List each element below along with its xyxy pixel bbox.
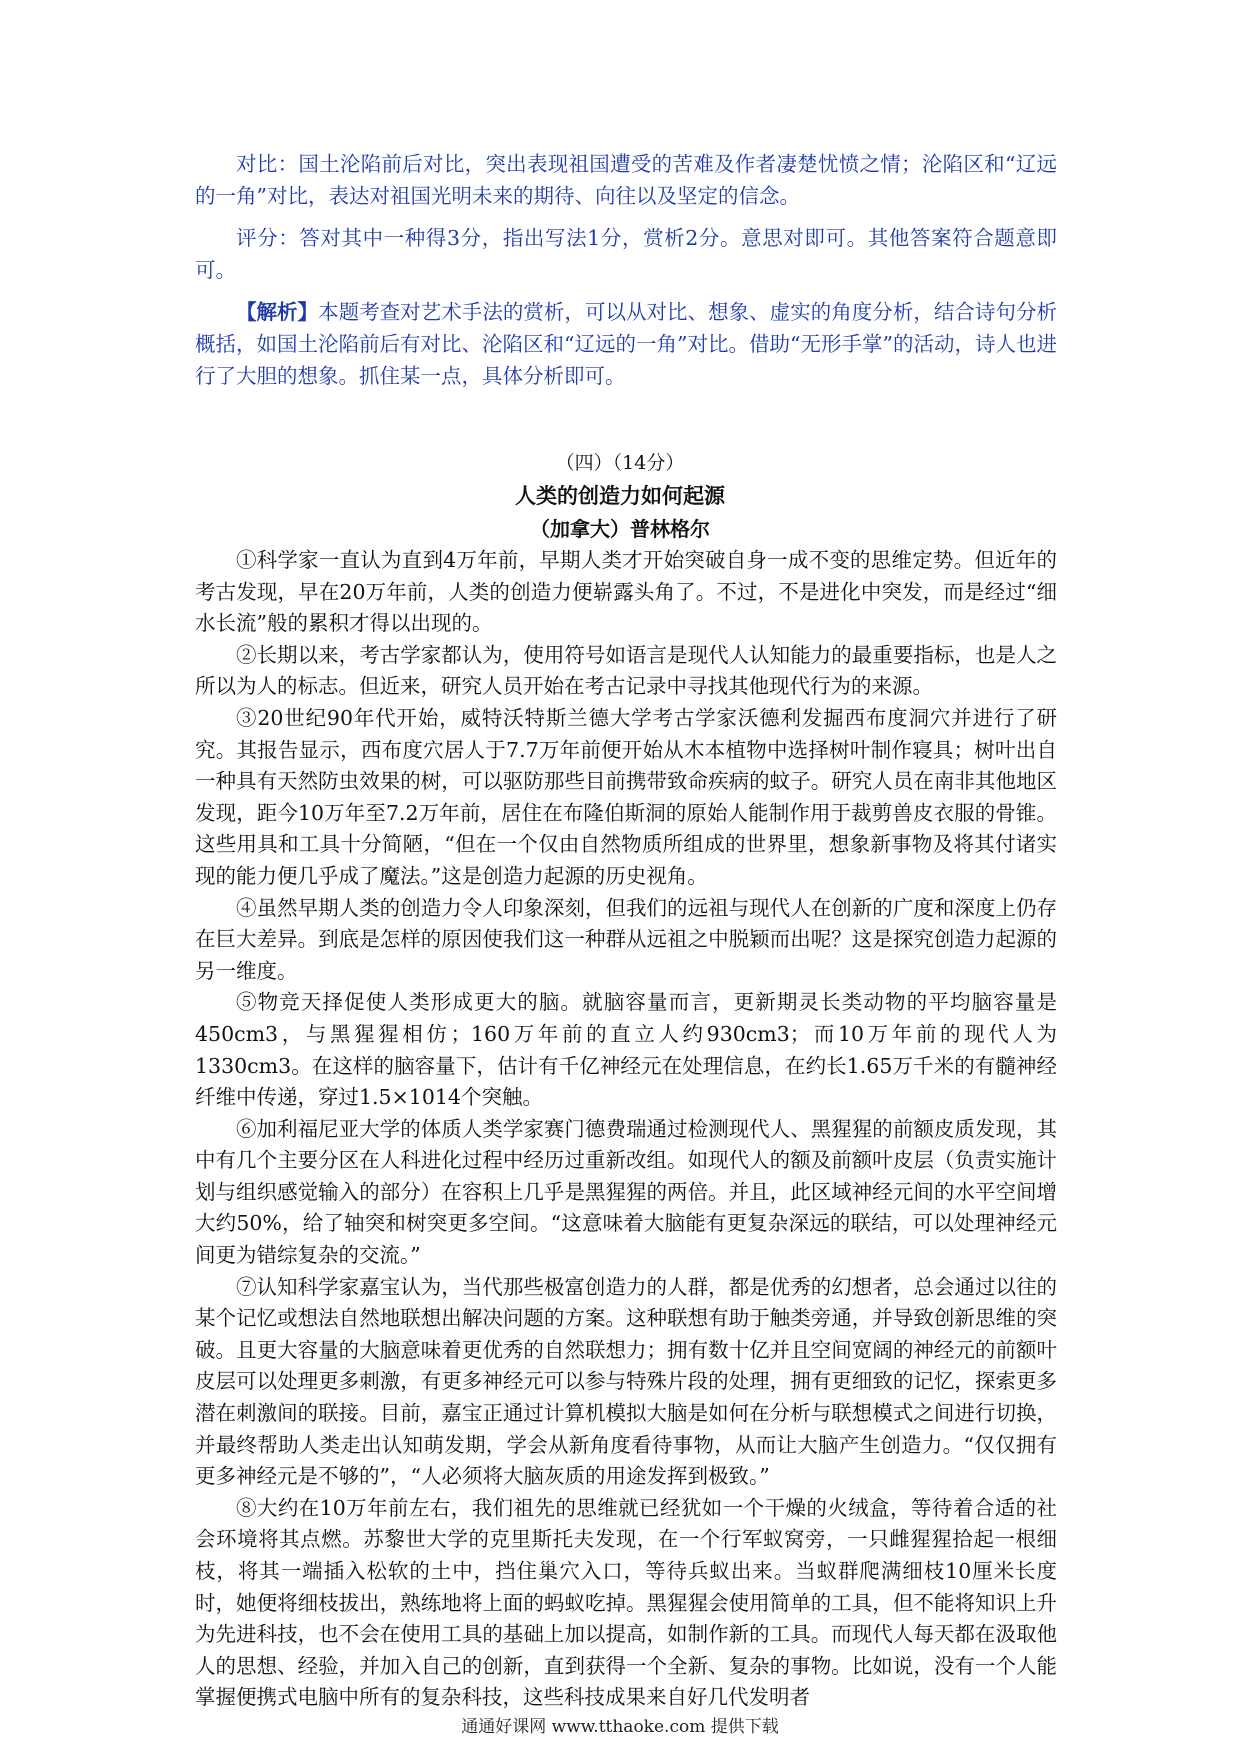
paragraph-4: ④虽然早期人类的创造力令人印象深刻，但我们的远祖与现代人在创新的广度和深度上仍存在巨大差异。到底是怎样的原因使我们这一种群从远祖之中脱颖而出呢？这是探究创造力起源的另一维度。 <box>195 895 1057 983</box>
paragraph-1: ①科学家一直认为直到4万年前，早期人类才开始突破自身一成不变的思维定势。但近年的考古发现，早在20万年前，人类的创造力便崭露头角了。不过，不是进化中突发，而是经过“细水长流”般的累积才得以出现的。 <box>195 548 1057 636</box>
paragraph-3: ③20世纪90年代开始，威特沃特斯兰德大学考古学家沃德利发掘西布度洞穴并进行了研究。其报告显示，西布度穴居人于7.7万年前便开始从木本植物中选择树叶制作寝具；树叶出自一种具有天然防虫效果的树，可以驱防那些目前携带致命疾病的蚊子。研究人员在南非其他地区发现，距今10万年至7.2万年前，居住在布隆伯斯洞的原始人能制作用于裁剪兽皮衣服的骨锥。这些用具和工具十分简陋，“但在一个仅由自然物质所组成的世界里，想象新事物及将其付诸实现的能力便几乎成了魔法。”这是创造力起源的历史视角。 <box>195 705 1057 888</box>
answer-scoring: 评分：答对其中一种得3分，指出写法1分，赏析2分。意思对即可。其他答案符合题意即可。 <box>195 226 1057 282</box>
answer-block <box>195 148 1057 402</box>
page-footer: 通通好课网 www.tthaoke.com 提供下载 <box>461 1717 779 1737</box>
article-author: （加拿大）普林格尔 <box>530 517 710 541</box>
paragraph-5: ⑤物竞天择促使人类形成更大的脑。就脑容量而言，更新期灵长类动物的平均脑容量是450cm3，与黑猩猩相仿；160万年前的直立人约930cm3；而10万年前的现代人为1330cm3。在这样的脑容量下，估计有千亿神经元在处理信息，在约长1.65万千米的有髓神经纤维中传递，穿过1.5×1014个突触。 <box>195 990 1057 1110</box>
paragraph-6: ⑥加利福尼亚大学的体质人类学家赛门德费瑞通过检测现代人、黑猩猩的前额皮质发现，其中有几个主要分区在人科进化过程中经历过重新改组。如现代人的额及前额叶皮层（负责实施计划与组织感觉输入的部分）在容积上几乎是黑猩猩的两倍。并且，此区域神经元间的水平空间增大约50%，给了轴突和树突更多空间。“这意味着大脑能有更复杂深远的联结，可以处理神经元间更为错综复杂的交流。” <box>195 1116 1057 1268</box>
answer-analysis <box>195 296 1057 392</box>
paragraph-2: ②长期以来，考古学家都认为，使用符号如语言是现代人认知能力的最重要指标，也是人之所以为人的标志。但近来，研究人员开始在考古记录中寻找其他现代行为的来源。 <box>195 642 1057 699</box>
article-title: 人类的创造力如何起源 <box>515 483 725 508</box>
analysis-text: 本题考查对艺术手法的赏析，可以从对比、想象、虚实的角度分析，结合诗句分析概括，如国土沦陷前后有对比、沦陷区和“辽远的一角”对比。借助“无形手掌”的活动，诗人也进行了大胆的想象。抓住某一点，具体分析即可。 <box>195 300 1058 388</box>
analysis-label: 【解析】 <box>236 300 319 324</box>
article-body <box>195 545 1057 1714</box>
paragraph-8: ⑧大约在10万年前左右，我们祖先的思维就已经犹如一个干燥的火绒盒，等待着合适的社会环境将其点燃。苏黎世大学的克里斯托夫发现，在一个行军蚁窝旁，一只雌猩猩拾起一根细枝，将其一端插入松软的土中，挡住巢穴入口，等待兵蚁出来。当蚁群爬满细枝10厘米长度时，她便将细枝拔出，熟练地将上面的蚂蚁吃掉。黑猩猩会使用简单的工具，但不能将知识上升为先进科技，也不会在使用工具的基础上加以提高，如制作新的工具。而现代人每天都在汲取他人的思想、经验，并加入自己的创新，直到获得一个全新、复杂的事物。比如说，没有一个人能掌握便携式电脑中所有的复杂科技，这些科技成果来自好几代发明者 <box>195 1495 1057 1710</box>
paragraph-7: ⑦认知科学家嘉宝认为，当代那些极富创造力的人群，都是优秀的幻想者，总会通过以往的某个记忆或想法自然地联想出解决问题的方案。这种联想有助于触类旁通，并导致创新思维的突破。且更大容量的大脑意味着更优秀的自然联想力；拥有数十亿并且空间宽阔的神经元的前额叶皮层可以处理更多刺激，有更多神经元可以参与特殊片段的处理，拥有更细致的记忆，探索更多潜在刺激间的联接。目前，嘉宝正通过计算机模拟大脑是如何在分析与联想模式之间进行切换，并最终帮助人类走出认知萌发期，学会从新角度看待事物，从而让大脑产生创造力。“仅仅拥有更多神经元是不够的”，“人必须将大脑灰质的用途发挥到极致。” <box>195 1274 1057 1489</box>
section-heading: （四）（14分） <box>555 452 685 474</box>
answer-contrast: 对比：国土沦陷前后对比，突出表现祖国遭受的苦难及作者凄楚忧愤之情；沦陷区和“辽远的一角”对比，表达对祖国光明未来的期待、向往以及坚定的信念。 <box>195 152 1057 208</box>
